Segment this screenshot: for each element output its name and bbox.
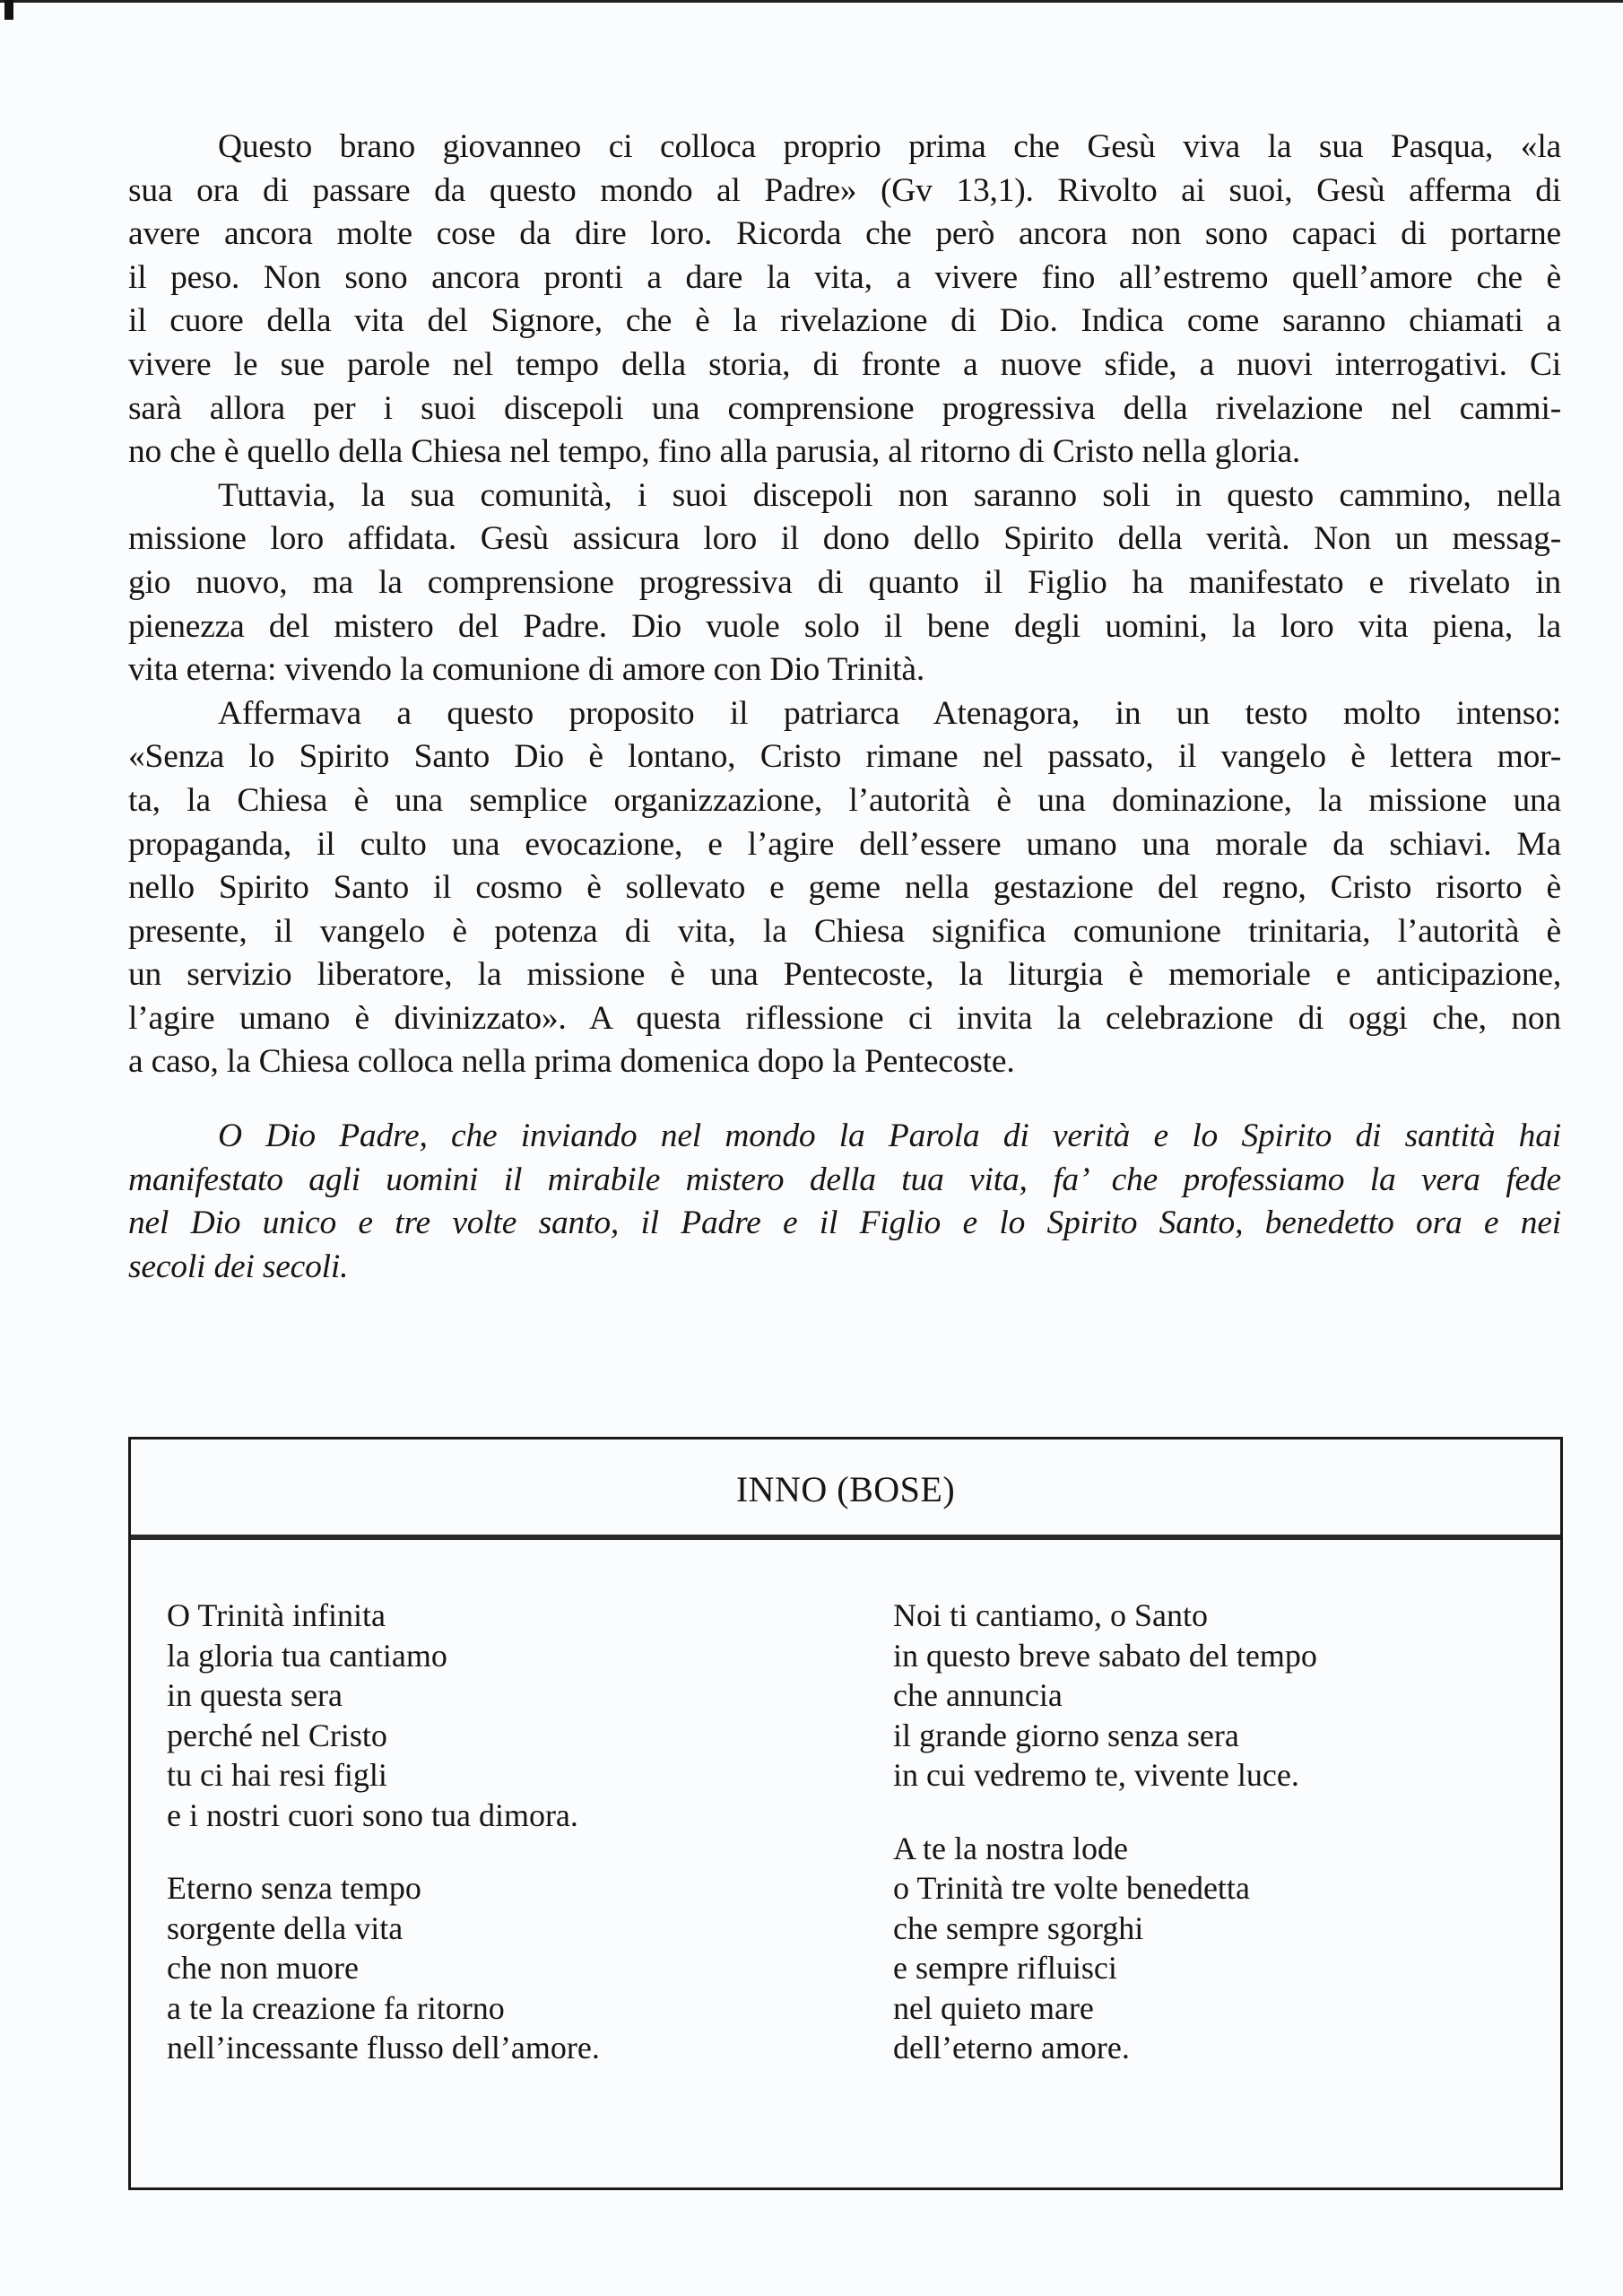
hymn-verse: in cui vedremo te, vivente luce. [893,1757,1299,1793]
hymn-header [131,1439,1560,1540]
text-line: sua ora di passare da questo mondo al Padre» (Gv 13,1). Rivolto ai suoi, Gesù afferma di [128,171,1561,209]
hymn-stanza [167,1868,600,2068]
text-line: «Senza lo Spirito Santo Dio è lontano, Cristo rimane nel passato, il vangelo è lettera mor- [128,738,1561,776]
text-line: pienezza del mistero del Padre. Dio vuole solo il bene degli uomini, la loro vita piena, la [128,607,1561,645]
text-line: gio nuovo, ma la comprensione progressiva di quanto il Figlio ha manifestato e rivelato in [128,563,1561,601]
hymn-verse: A te la nostra lode [893,1830,1128,1866]
hymn-title: INNO (BOSE) [735,1468,956,1509]
text-line: vivere le sue parole nel tempo della storia, di fronte a nuove sfide, a nuovi interrogativi. Ci [128,345,1561,383]
text-line: nello Spirito Santo il cosmo è sollevato e geme nella gestazione del regno, Cristo risorto è [128,869,1561,907]
hymn-verse: dell’eterno amore. [893,2030,1130,2066]
text-line: il peso. Non sono ancora pronti a dare la vita, a vivere fino all’estremo quell’amore che è [128,258,1561,296]
hymn-verse: la gloria tua cantiamo [167,1637,447,1674]
text-line: avere ancora molte cose da dire loro. Ricorda che però ancora non sono capaci di portarne [128,215,1561,253]
hymn-verse: che non muore [167,1950,359,1986]
text-line: ta, la Chiesa è una semplice organizzazione, l’autorità è una dominazione, la missione una [128,781,1561,819]
hymn-verse: tu ci hai resi figli [167,1757,387,1793]
text-line: Affermava a questo proposito il patriarca Atenagora, in un testo molto intenso: [218,694,1561,732]
text-line: sarà allora per i suoi discepoli una comprensione progressiva della rivelazione nel cammi- [128,389,1561,427]
hymn-stanza [893,1596,1317,1796]
text-line: vita eterna: vivendo la comunione di amore con Dio Trinità. [128,651,924,689]
hymn-verse: in questa sera [167,1677,343,1713]
hymn-verse: e i nostri cuori sono tua dimora. [167,1796,578,1833]
hymn-left-column [167,1596,600,2101]
paragraph-intro [128,126,1561,474]
hymn-verse: nel quieto mare [893,1989,1094,2026]
hymn-stanza [167,1596,600,1835]
text-line: il cuore della vita del Signore, che è la rivelazione di Dio. Indica come saranno chiamati a [128,302,1561,340]
scan-top-edge [0,0,1623,3]
hymn-verse: che sempre sgorghi [893,1909,1144,1946]
hymn-verse: nell’incessante flusso dell’amore. [167,2030,600,2066]
hymn-verse: Noi ti cantiamo, o Santo [893,1597,1208,1633]
hymn-stanza [893,1829,1317,2068]
hymn-verse: a te la creazione fa ritorno [167,1989,505,2026]
text-line: Questo brano giovanneo ci colloca proprio prima che Gesù viva la sua Pasqua, «la [218,128,1561,165]
paragraph-atenagora-quote [128,692,1561,1084]
hymn-verse: e sempre rifluisci [893,1950,1117,1986]
scan-registration-mark [4,0,13,20]
hymn-right-column [893,1596,1317,2101]
text-line: a caso, la Chiesa colloca nella prima domenica dopo la Pentecoste. [128,1043,1015,1081]
hymn-verse: Eterno senza tempo [167,1870,421,1906]
text-line: manifestato agli uomini il mirabile mistero della tua vita, fa’ che professiamo la vera fede [128,1161,1561,1198]
text-line: missione loro affidata. Gesù assicura loro il dono dello Spirito della verità. Non un messag- [128,520,1561,558]
hymn-verse: il grande giorno senza sera [893,1717,1239,1753]
text-line: secoli dei secoli. [128,1248,349,1285]
hymn-verse: sorgente della vita [167,1909,404,1946]
text-line: presente, il vangelo è potenza di vita, la Chiesa significa comunione trinitaria, l’autorità è [128,912,1561,950]
paragraph-spirit [128,474,1561,692]
text-line: nel Dio unico e tre volte santo, il Padre e il Figlio e lo Spirito Santo, benedetto ora e nei [128,1205,1561,1242]
text-line: un servizio liberatore, la missione è una Pentecoste, la liturgia è memoriale e anticipazione, [128,956,1561,994]
text-line: l’agire umano è divinizzato». A questa riflessione ci invita la celebrazione di oggi che, non [128,999,1561,1037]
hymn-verse: in questo breve sabato del tempo [893,1637,1317,1674]
hymn-box [128,1437,1563,2190]
text-line: no che è quello della Chiesa nel tempo, fino alla parusia, al ritorno di Cristo nella gloria. [128,433,1301,471]
text-line: O Dio Padre, che inviando nel mondo la Parola di verità e lo Spirito di santità hai [218,1118,1561,1155]
text-line: Tuttavia, la sua comunità, i suoi discepoli non saranno soli in questo cammino, nella [218,476,1561,514]
hymn-verse: o Trinità tre volte benedetta [893,1870,1250,1906]
hymn-verse: perché nel Cristo [167,1717,387,1753]
commentary-text [128,126,1561,1289]
text-line: propaganda, il culto una evocazione, e l’agire dell’essere umano una morale da schiavi. Ma [128,825,1561,863]
hymn-verse: che annuncia [893,1677,1063,1713]
hymn-verse: O Trinità infinita [167,1597,386,1633]
paragraph-prayer [128,1115,1561,1289]
